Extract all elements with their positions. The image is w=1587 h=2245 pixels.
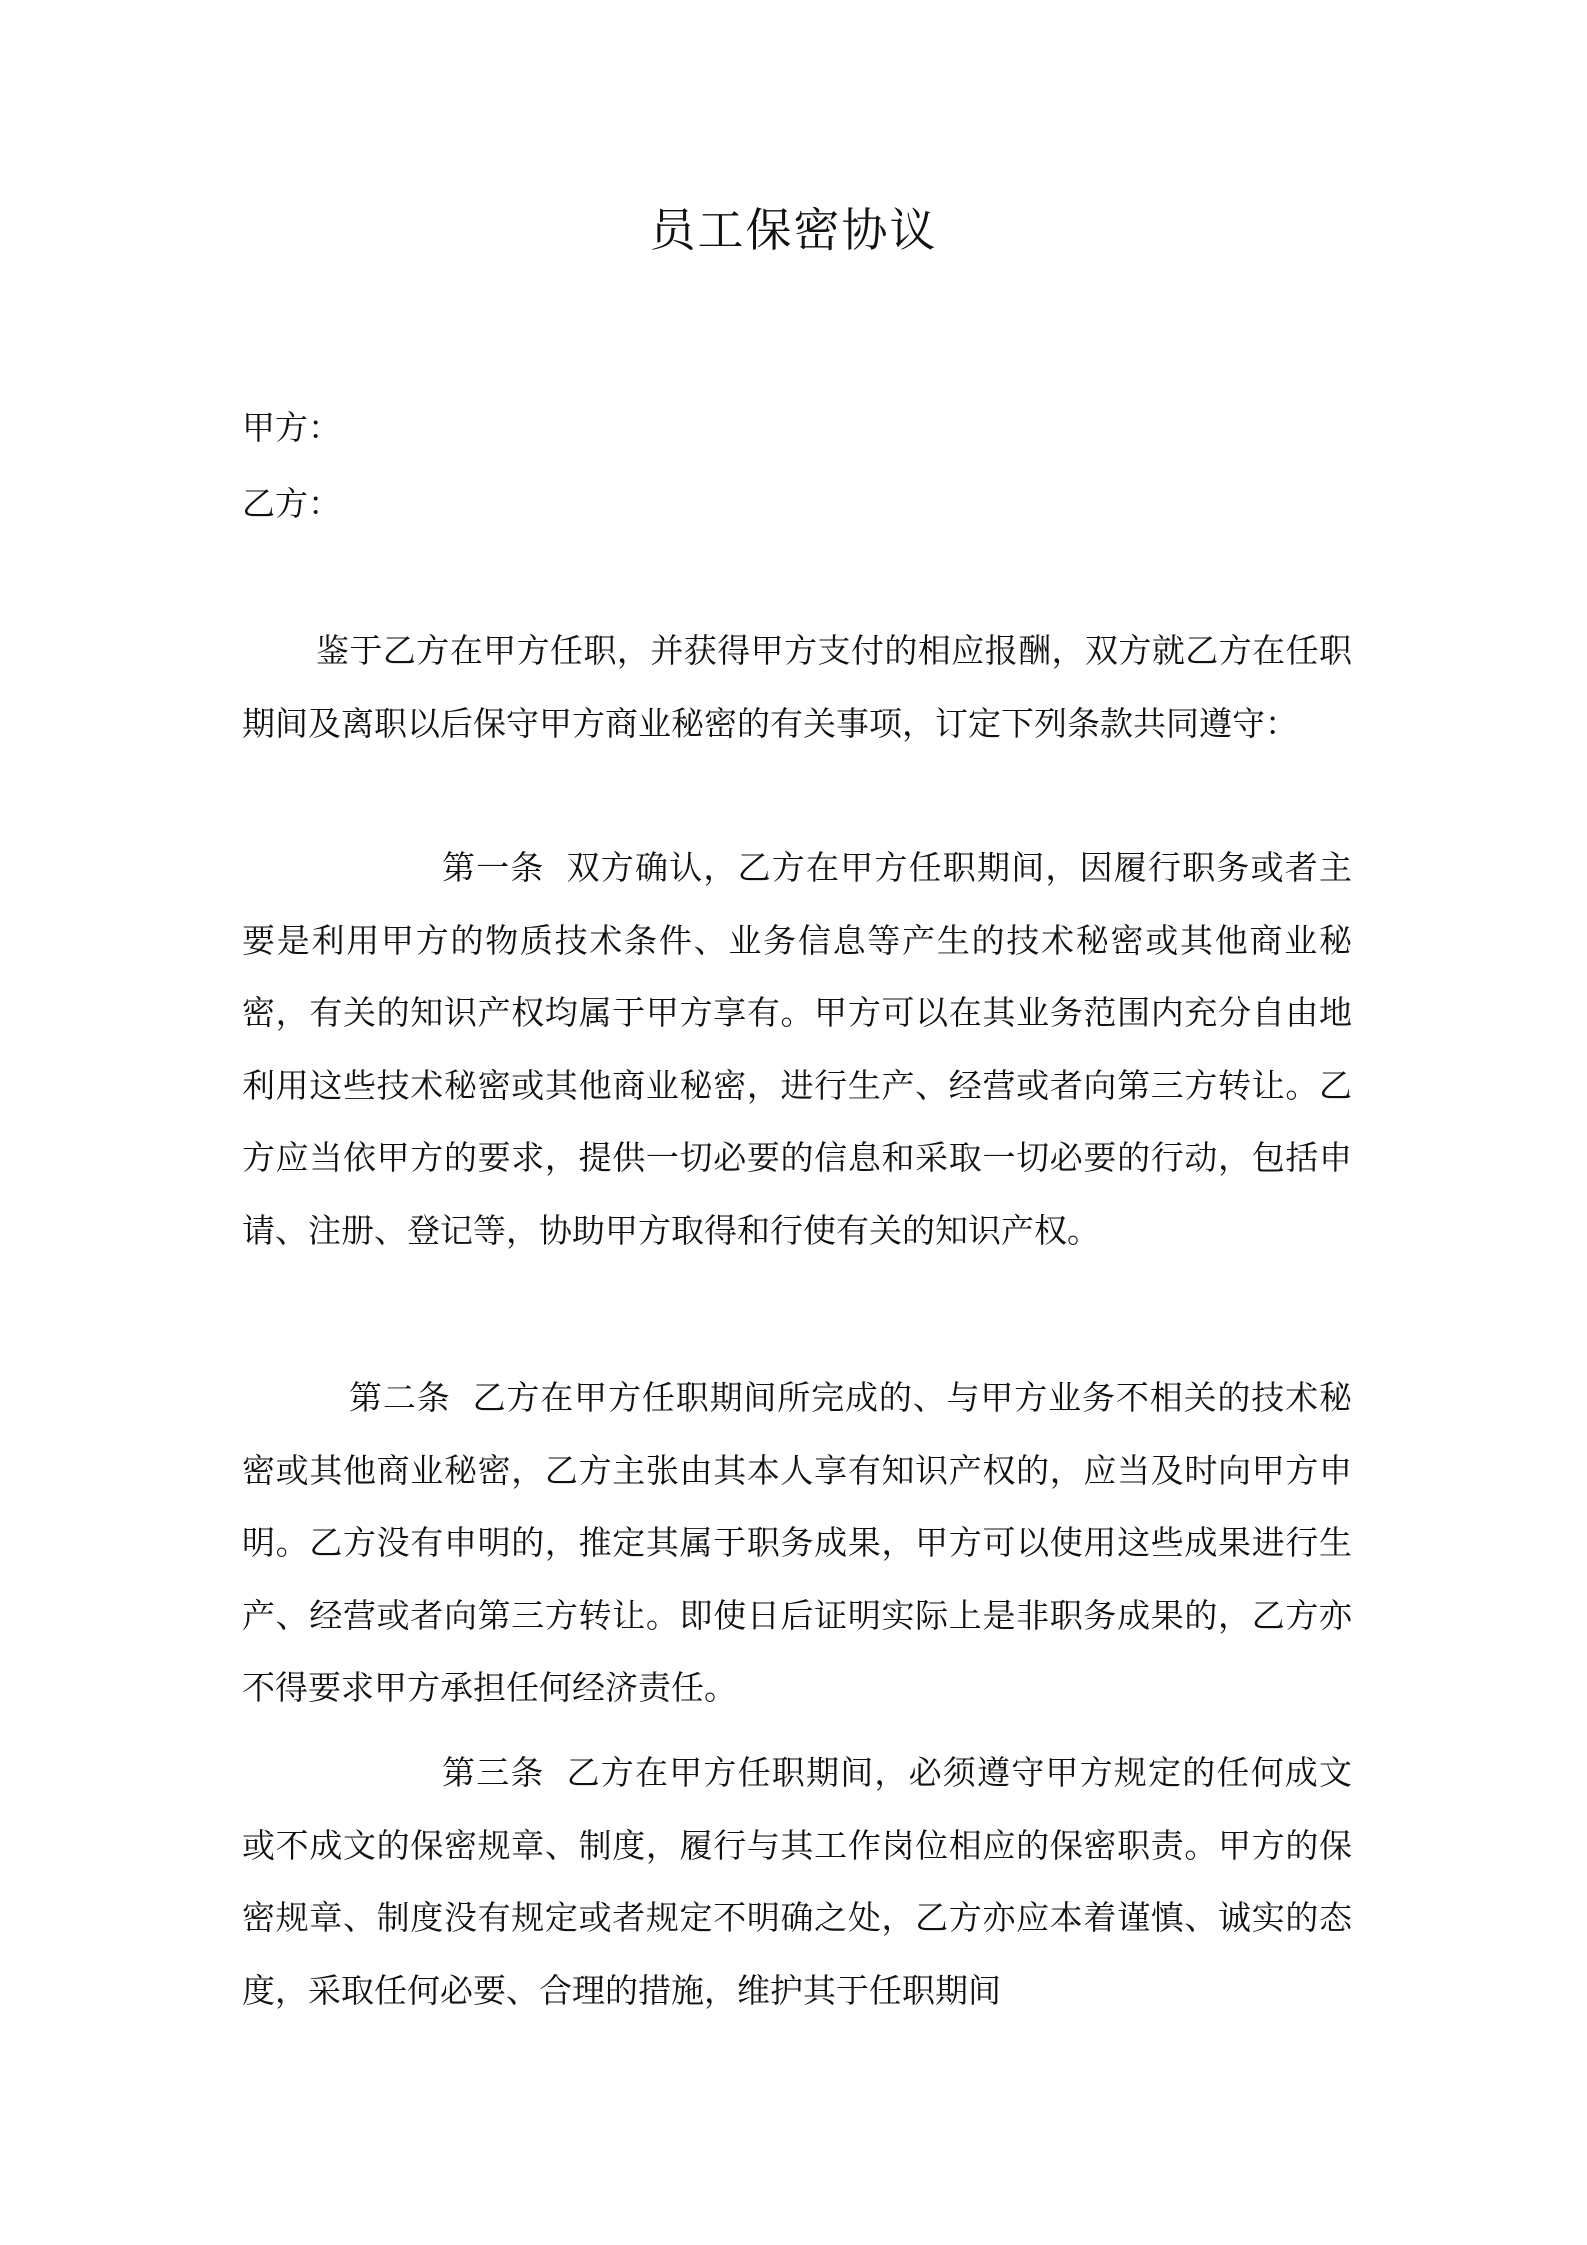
article-1-heading: 第一条 xyxy=(442,848,545,887)
article-3-text: 乙方在甲方任职期间，必须遵守甲方规定的任何成文或不成文的保密规章、制度，履行与其工作岗位相应的保密职责。甲方的保密规章、制度没有规定或者规定不明确之处，乙方亦应本着谨慎、诚实的态度，采取任何必要、合理的措施，维护其于任职期间 xyxy=(242,1753,1353,2010)
article-1-paragraph xyxy=(242,832,1352,1267)
document-title: 员工保密协议 xyxy=(649,203,938,257)
article-3-heading: 第三条 xyxy=(442,1753,545,1792)
article-2-text: 乙方在甲方任职期间所完成的、与甲方业务不相关的技术秘密或其他商业秘密，乙方主张由其本人享有知识产权的，应当及时向甲方申明。乙方没有申明的，推定其属于职务成果，甲方可以使用这些成果进行生产、经营或者向第三方转让。即使日后证明实际上是非职务成果的，乙方亦不得要求甲方承担任何经济责任。 xyxy=(242,1378,1353,1707)
article-2-heading: 第二条 xyxy=(349,1378,451,1417)
party-a-label: 甲方： xyxy=(242,408,341,447)
party-b-label: 乙方： xyxy=(242,484,341,523)
article-2-paragraph xyxy=(242,1362,1352,1725)
intro-paragraph: 鉴于乙方在甲方任职，并获得甲方支付的相应报酬，双方就乙方在任职期间及离职以后保守甲方商业秘密的有关事项，订定下列条款共同遵守： xyxy=(242,631,1352,743)
article-1-text: 双方确认，乙方在甲方任职期间，因履行职务或者主要是利用甲方的物质技术条件、业务信息等产生的技术秘密或其他商业秘密，有关的知识产权均属于甲方享有。甲方可以在其业务范围内充分自由地利用这些技术秘密或其他商业秘密，进行生产、经营或者向第三方转让。乙方应当依甲方的要求，提供一切必要的信息和采取一切必要的行动，包括申请、注册、登记等，协助甲方取得和行使有关的知识产权。 xyxy=(242,848,1353,1250)
article-3-paragraph xyxy=(242,1737,1352,2027)
